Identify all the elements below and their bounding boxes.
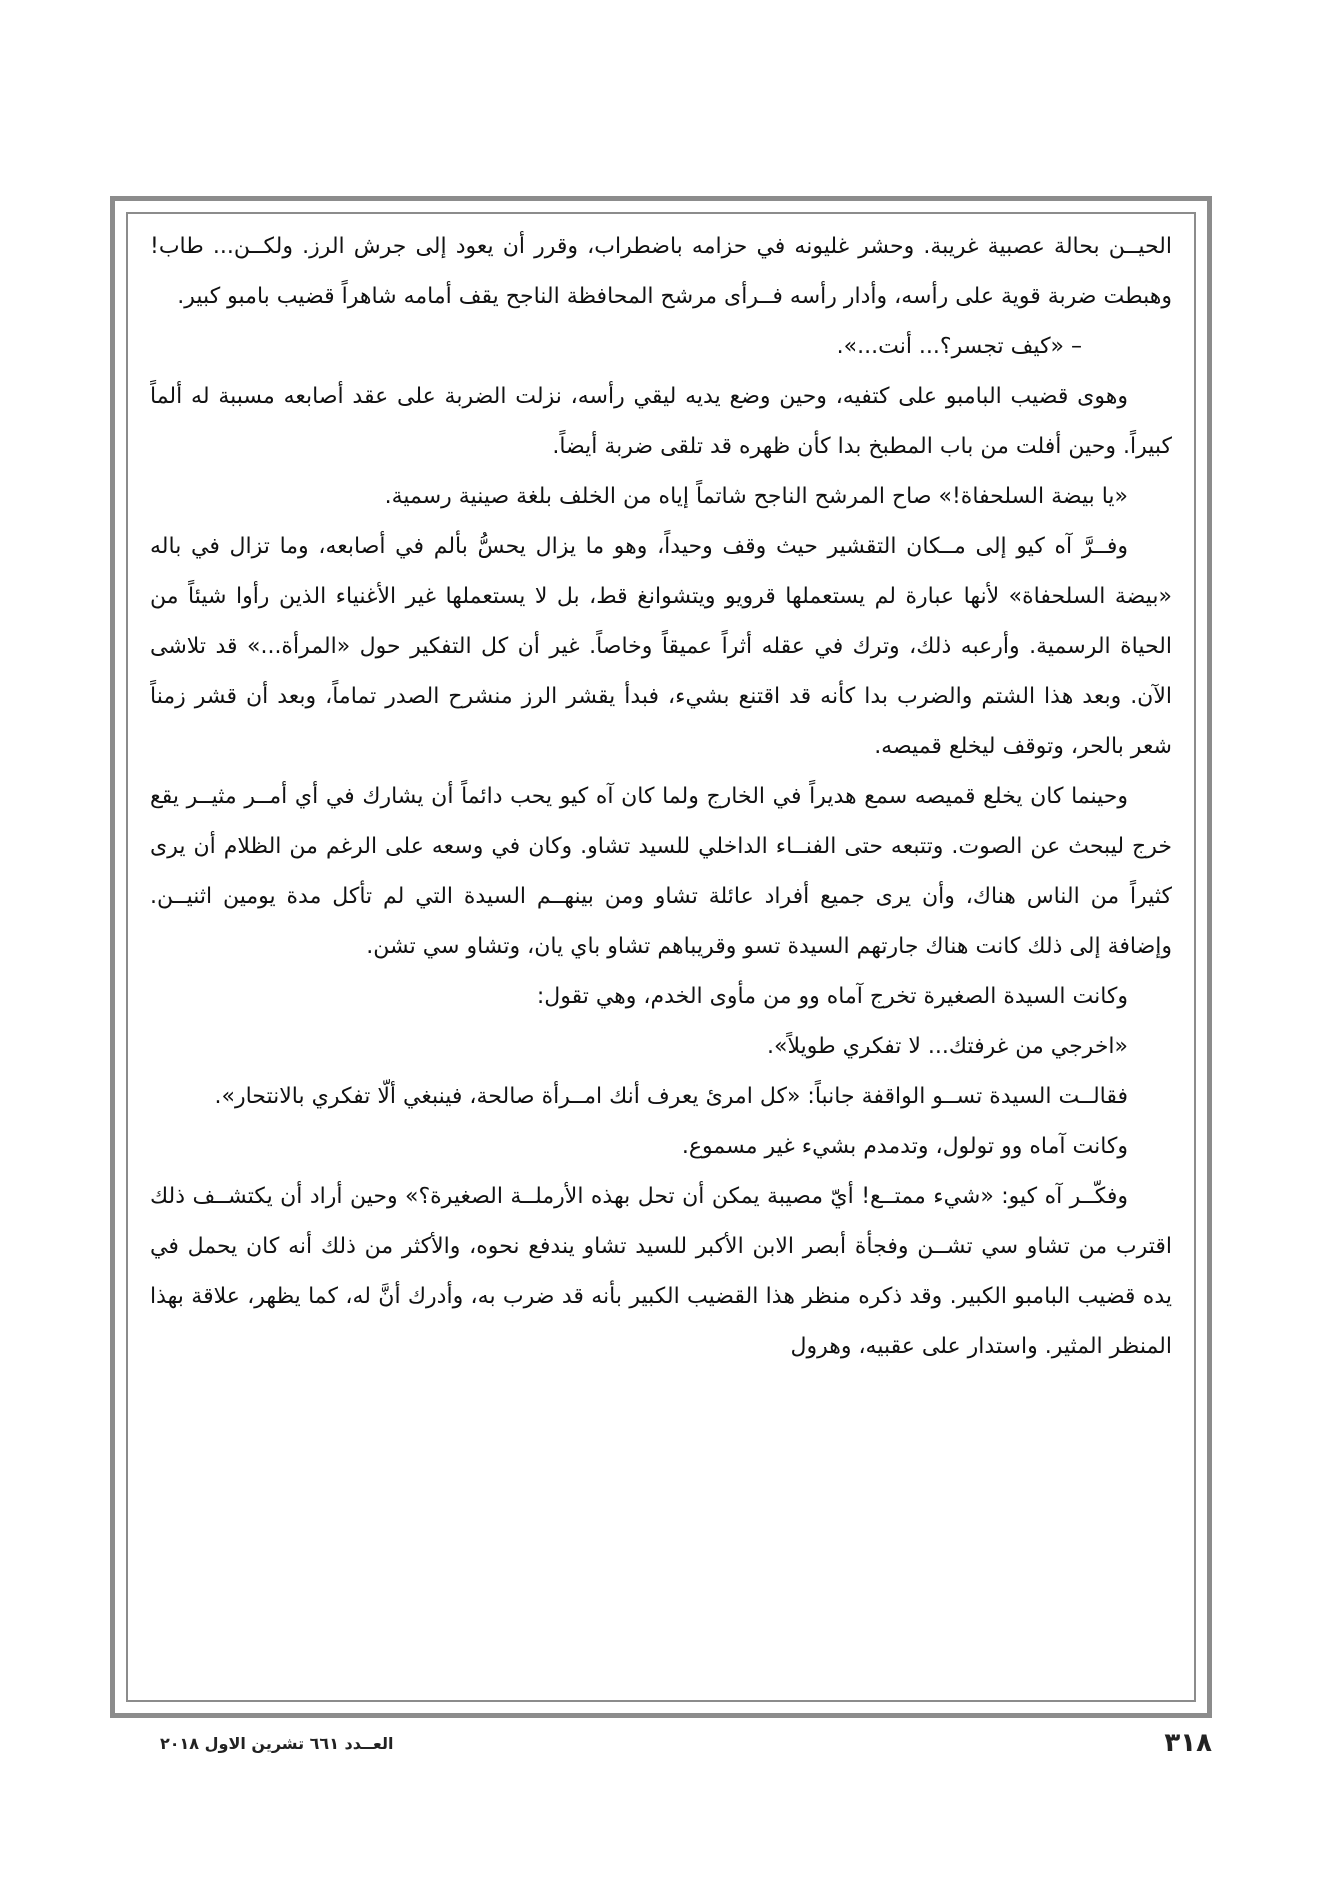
- page-number: ٣١٨: [1164, 1728, 1212, 1758]
- paragraph: «اخرجي من غرفتك... لا تفكري طويلاً».: [767, 1034, 1128, 1059]
- body-text: [150, 222, 1172, 1692]
- page-footer: [110, 1728, 1212, 1768]
- paragraph: الحيــن بحالة عصبية غريبة. وحشر غليونه في حزامه باضطراب، وقرر أن يعود إلى جرش الرز. ولكــن... طاب! وهبطت ضربة قوية على رأسه، وأدار رأسه فــرأى مرشح المحافظة الناجح يقف أمامه شاهراً قضيب بامبو كبير.: [150, 234, 1172, 309]
- paragraph: وفكّــر آه كيو: «شيء ممتــع! أيّ مصيبة يمكن أن تحل بهذه الأرملــة الصغيرة؟» وحين أراد أن يكتشــف ذلك اقترب من تشاو سي تشــن وفجأة أبصر الابن الأكبر للسيد تشاو يندفع نحوه، والأكثر من ذلك أنه كان يحمل في يده قضيب البامبو الكبير. وقد ذكره منظر هذا القضيب الكبير بأنه قد ضرب به، وأدرك أنَّ له، كما يظهر، علاقة بهذا المنظر المثير. واستدار على عقبيه، وهرول: [150, 1184, 1172, 1359]
- paragraph: – «كيف تجسر؟... أنت...».: [836, 334, 1082, 359]
- paragraph: وفــرَّ آه كيو إلى مــكان التقشير حيث وقف وحيداً، وهو ما يزال يحسُّ بألم في أصابعه، وما تزال في باله «بيضة السلحفاة» لأنها عبارة لم يستعملها قرويو ويتشوانغ قط، بل لا يستعملها غير الأغنياء الذين رأوا شيئاً من الحياة الرسمية. وأرعبه ذلك، وترك في عقله أثراً عميقاً وخاصاً. غير أن كل التفكير حول «المرأة...» قد تلاشى الآن. وبعد هذا الشتم والضرب بدا كأنه قد اقتنع بشيء، فبدأ يقشر الرز منشرح الصدر تماماً، وبعد أن قشر زمناً شعر بالحر، وتوقف ليخلع قميصه.: [150, 534, 1172, 759]
- paragraph: فقالــت السيدة تســو الواقفة جانباً: «كل امرئ يعرف أنك امــرأة صالحة، فينبغي ألّا تفكري بالانتحار».: [214, 1084, 1128, 1109]
- paragraph: «يا بيضة السلحفاة!» صاح المرشح الناجح شاتماً إياه من الخلف بلغة صينية رسمية.: [384, 484, 1128, 509]
- paragraph: وكانت السيدة الصغيرة تخرج آماه وو من مأوى الخدم، وهي تقول:: [536, 984, 1128, 1009]
- paragraph: وكانت آماه وو تولول، وتدمدم بشيء غير مسموع.: [681, 1134, 1128, 1159]
- paragraph: وهوى قضيب البامبو على كتفيه، وحين وضع يديه ليقي رأسه، نزلت الضربة على عقد أصابعه مسببة له ألماً كبيراً. وحين أفلت من باب المطبخ بدا كأن ظهره قد تلقى ضربة أيضاً.: [150, 384, 1172, 459]
- issue-info: العــدد ٦٦١ تشرين الاول ٢٠١٨: [160, 1734, 394, 1753]
- paragraph: وحينما كان يخلع قميصه سمع هديراً في الخارج ولما كان آه كيو يحب دائماً أن يشارك في أي أمــر مثيــر يقع خرج ليبحث عن الصوت. وتتبعه حتى الفنــاء الداخلي للسيد تشاو. وكان في وسعه على الرغم من الظلام أن يرى كثيراً من الناس هناك، وأن يرى جميع أفراد عائلة تشاو ومن بينهــم السيدة التي لم تأكل مدة يومين اثنيــن. وإضافة إلى ذلك كانت هناك جارتهم السيدة تسو وقريباهم تشاو باي يان، وتشاو سي تشن.: [150, 784, 1172, 959]
